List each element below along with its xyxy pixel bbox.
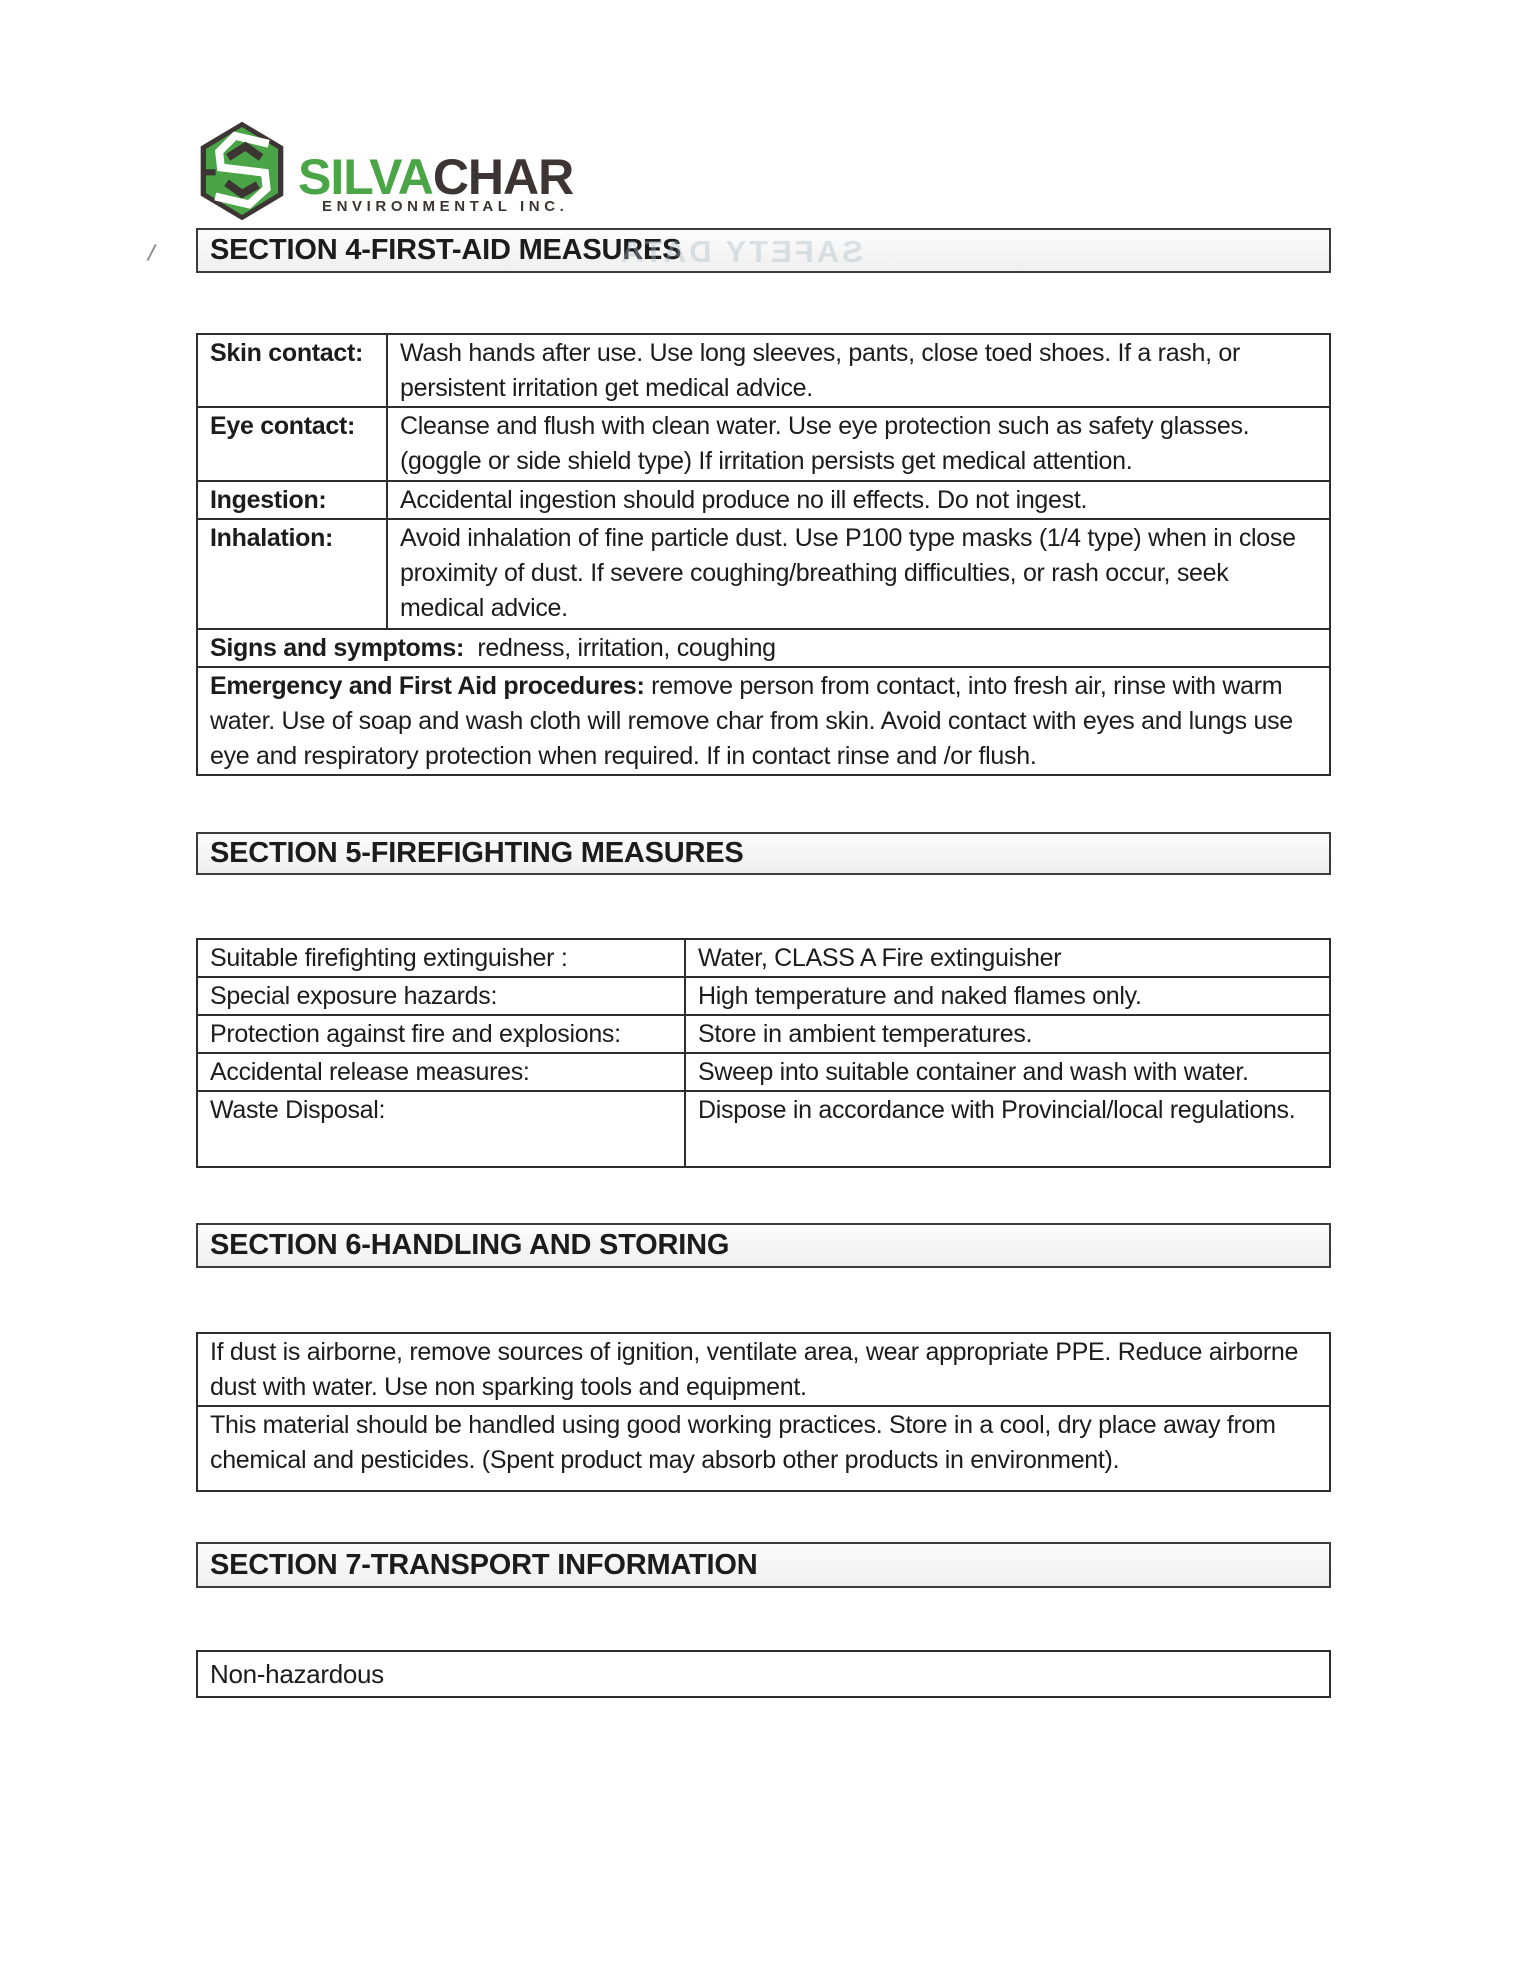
section6-title: SECTION 6-HANDLING AND STORING [210,1229,730,1261]
table-row [197,1091,1330,1167]
table-row [197,481,1330,519]
storing-paragraph: This material should be handled using good working practices. Store in a cool, dry place away from chemical and pesticides. (Spent product may absorb other products in environment). [197,1406,1330,1491]
row-label: Inhalation: [197,519,387,629]
emergency-label: Emergency and First Aid procedures: [210,672,645,700]
table-row [197,407,1330,481]
signs-label: Signs and symptoms: [210,634,465,662]
handling-paragraph: If dust is airborne, remove sources of ignition, ventilate area, wear appropriate PPE. Reduce airborne dust with water. Use non sparking tools and equipment. [197,1333,1330,1406]
bleed-through-text: SAFETY DATA [618,234,863,269]
row-value: Sweep into suitable container and wash with water. [685,1053,1330,1091]
table-row [197,939,1330,977]
table-row [197,1015,1330,1053]
company-logo [198,120,658,230]
scan-artifact: / [145,239,158,268]
table-row [197,1406,1330,1491]
brand-subtitle: ENVIRONMENTAL INC. [322,198,569,215]
table-row [197,977,1330,1015]
transport-info-box [196,1650,1331,1698]
row-label: Skin contact: [197,334,387,407]
table-row [197,334,1330,407]
row-label: Protection against fire and explosions: [197,1015,685,1053]
section7-title: SECTION 7-TRANSPORT INFORMATION [210,1548,758,1581]
row-label: Accidental release measures: [197,1053,685,1091]
row-label: Eye contact: [197,407,387,481]
row-value: Cleanse and flush with clean water. Use eye protection such as safety glasses.(goggle or side shield type) If irritation persists get medical attention. [387,407,1330,481]
silvachar-hexagon-icon [198,120,286,222]
table-row [197,519,1330,629]
row-value: Avoid inhalation of fine particle dust. Use P100 type masks (1/4 type) when in close proximity of dust. If severe coughing/breathing difficulties, or rash occur, seek medical advice. [387,519,1330,629]
section4-header [196,228,1331,273]
firefighting-table [196,938,1331,1168]
section7-header [196,1542,1331,1588]
row-value: Accidental ingestion should produce no ill effects. Do not ingest. [387,481,1330,519]
table-row [197,1053,1330,1091]
row-value: Store in ambient temperatures. [685,1015,1330,1053]
table-row [197,1333,1330,1406]
handling-storing-block [196,1332,1331,1492]
section5-title: SECTION 5-FIREFIGHTING MEASURES [210,837,744,869]
row-label: Special exposure hazards: [197,977,685,1015]
row-value: High temperature and naked flames only. [685,977,1330,1015]
transport-info-value: Non-hazardous [210,1658,384,1689]
row-label: Ingestion: [197,481,387,519]
brand-name-char: CHAR [432,149,574,205]
emergency-value: remove person from contact, into fresh air, rinse with warm water. Use of soap and wash cloth will remove char from skin. Avoid contact with eyes and lungs use eye and respiratory protection when required. If in contact rinse and /or flush. [210,672,1300,770]
signs-and-symptoms-cell [197,629,1330,667]
row-label: Waste Disposal: [197,1091,685,1167]
row-value: Water, CLASS A Fire extinguisher [685,939,1330,977]
first-aid-table [196,333,1331,776]
table-row [197,667,1330,775]
row-value: Dispose in accordance with Provincial/local regulations. [685,1091,1330,1167]
table-row [197,629,1330,667]
row-label: Suitable firefighting extinguisher : [197,939,685,977]
row-value: Wash hands after use. Use long sleeves, pants, close toed shoes. If a rash, or persistent irritation get medical advice. [387,334,1330,407]
signs-value: redness, irritation, coughing [464,634,776,662]
section4-title: SECTION 4-FIRST-AID MEASURES [210,234,682,266]
section5-header [196,832,1331,875]
brand-name-silva: SILVA [298,149,433,205]
emergency-procedures-cell [197,667,1330,775]
section6-header [196,1223,1331,1268]
